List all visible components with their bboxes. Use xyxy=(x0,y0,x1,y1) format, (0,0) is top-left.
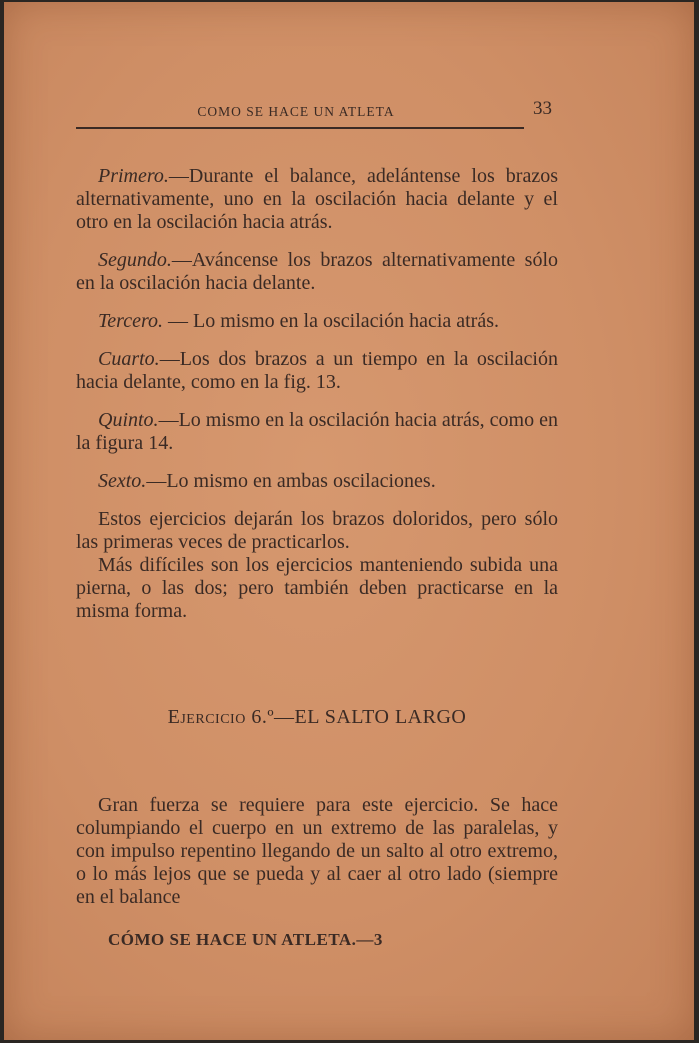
paragraph-segundo xyxy=(76,249,558,295)
paragraph-lead: Quinto. xyxy=(98,409,159,431)
page-number: 33 xyxy=(533,98,552,119)
section-paragraph: Gran fuerza se requiere para este ejercicio. Se hace columpiando el cuerpo en un extremo de las paralelas, y con impulso repentino llegando de un salto al otro extremo, o lo más lejos que se pueda y al caer al otro lado (siempre en el balance xyxy=(76,794,558,908)
section-label: Ejercicio xyxy=(167,706,246,728)
paragraph-text: —Lo mismo en ambas oscilaciones. xyxy=(146,470,436,492)
paragraph-text: —Aváncense los brazos alternativamente sólo en la oscilación hacia delante. xyxy=(76,249,558,294)
paragraph-lead: Tercero. xyxy=(98,310,163,332)
page-header xyxy=(76,98,556,128)
closing-paragraph: Estos ejercicios dejarán los brazos doloridos, pero sólo las primeras veces de practicarlos. xyxy=(76,508,558,553)
paragraph-text: — Lo mismo en la oscilación hacia atrás. xyxy=(163,310,500,332)
signature-mark: CÓMO SE HACE UN ATLETA.—3 xyxy=(108,930,383,949)
paragraph-lead: Cuarto. xyxy=(98,348,160,370)
book-page xyxy=(4,2,694,1040)
exercise-list xyxy=(76,165,558,623)
section-body xyxy=(76,794,558,909)
paragraph-cuarto xyxy=(76,348,558,394)
section-title: 6.º—EL SALTO LARGO xyxy=(245,706,467,728)
paragraph-sexto xyxy=(76,470,558,493)
paragraph-primero xyxy=(76,165,558,234)
paragraph-lead: Segundo. xyxy=(98,249,172,271)
paragraph-lead: Sexto. xyxy=(98,470,147,492)
closing-paragraph: Más difíciles son los ejercicios manteniendo subida una pierna, o las dos; pero también deben practicarse en la misma forma. xyxy=(76,554,558,622)
section-heading xyxy=(76,706,558,729)
paragraph-lead: Primero. xyxy=(98,165,169,187)
paragraph-text: —Durante el balance, adelántense los brazos alternativamente, uno en la oscilación hacia delante y el otro en la oscilación hacia atrás. xyxy=(76,165,558,233)
paragraph-quinto xyxy=(76,409,558,455)
paragraph-text: —Los dos brazos a un tiempo en la oscilación hacia delante, como en la fig. 13. xyxy=(76,348,558,393)
paragraph-tercero xyxy=(76,310,558,333)
header-rule xyxy=(76,127,524,129)
paragraph-text: —Lo mismo en la oscilación hacia atrás, como en la figura 14. xyxy=(76,409,558,454)
running-title: COMO SE HACE UN ATLETA xyxy=(197,104,395,119)
